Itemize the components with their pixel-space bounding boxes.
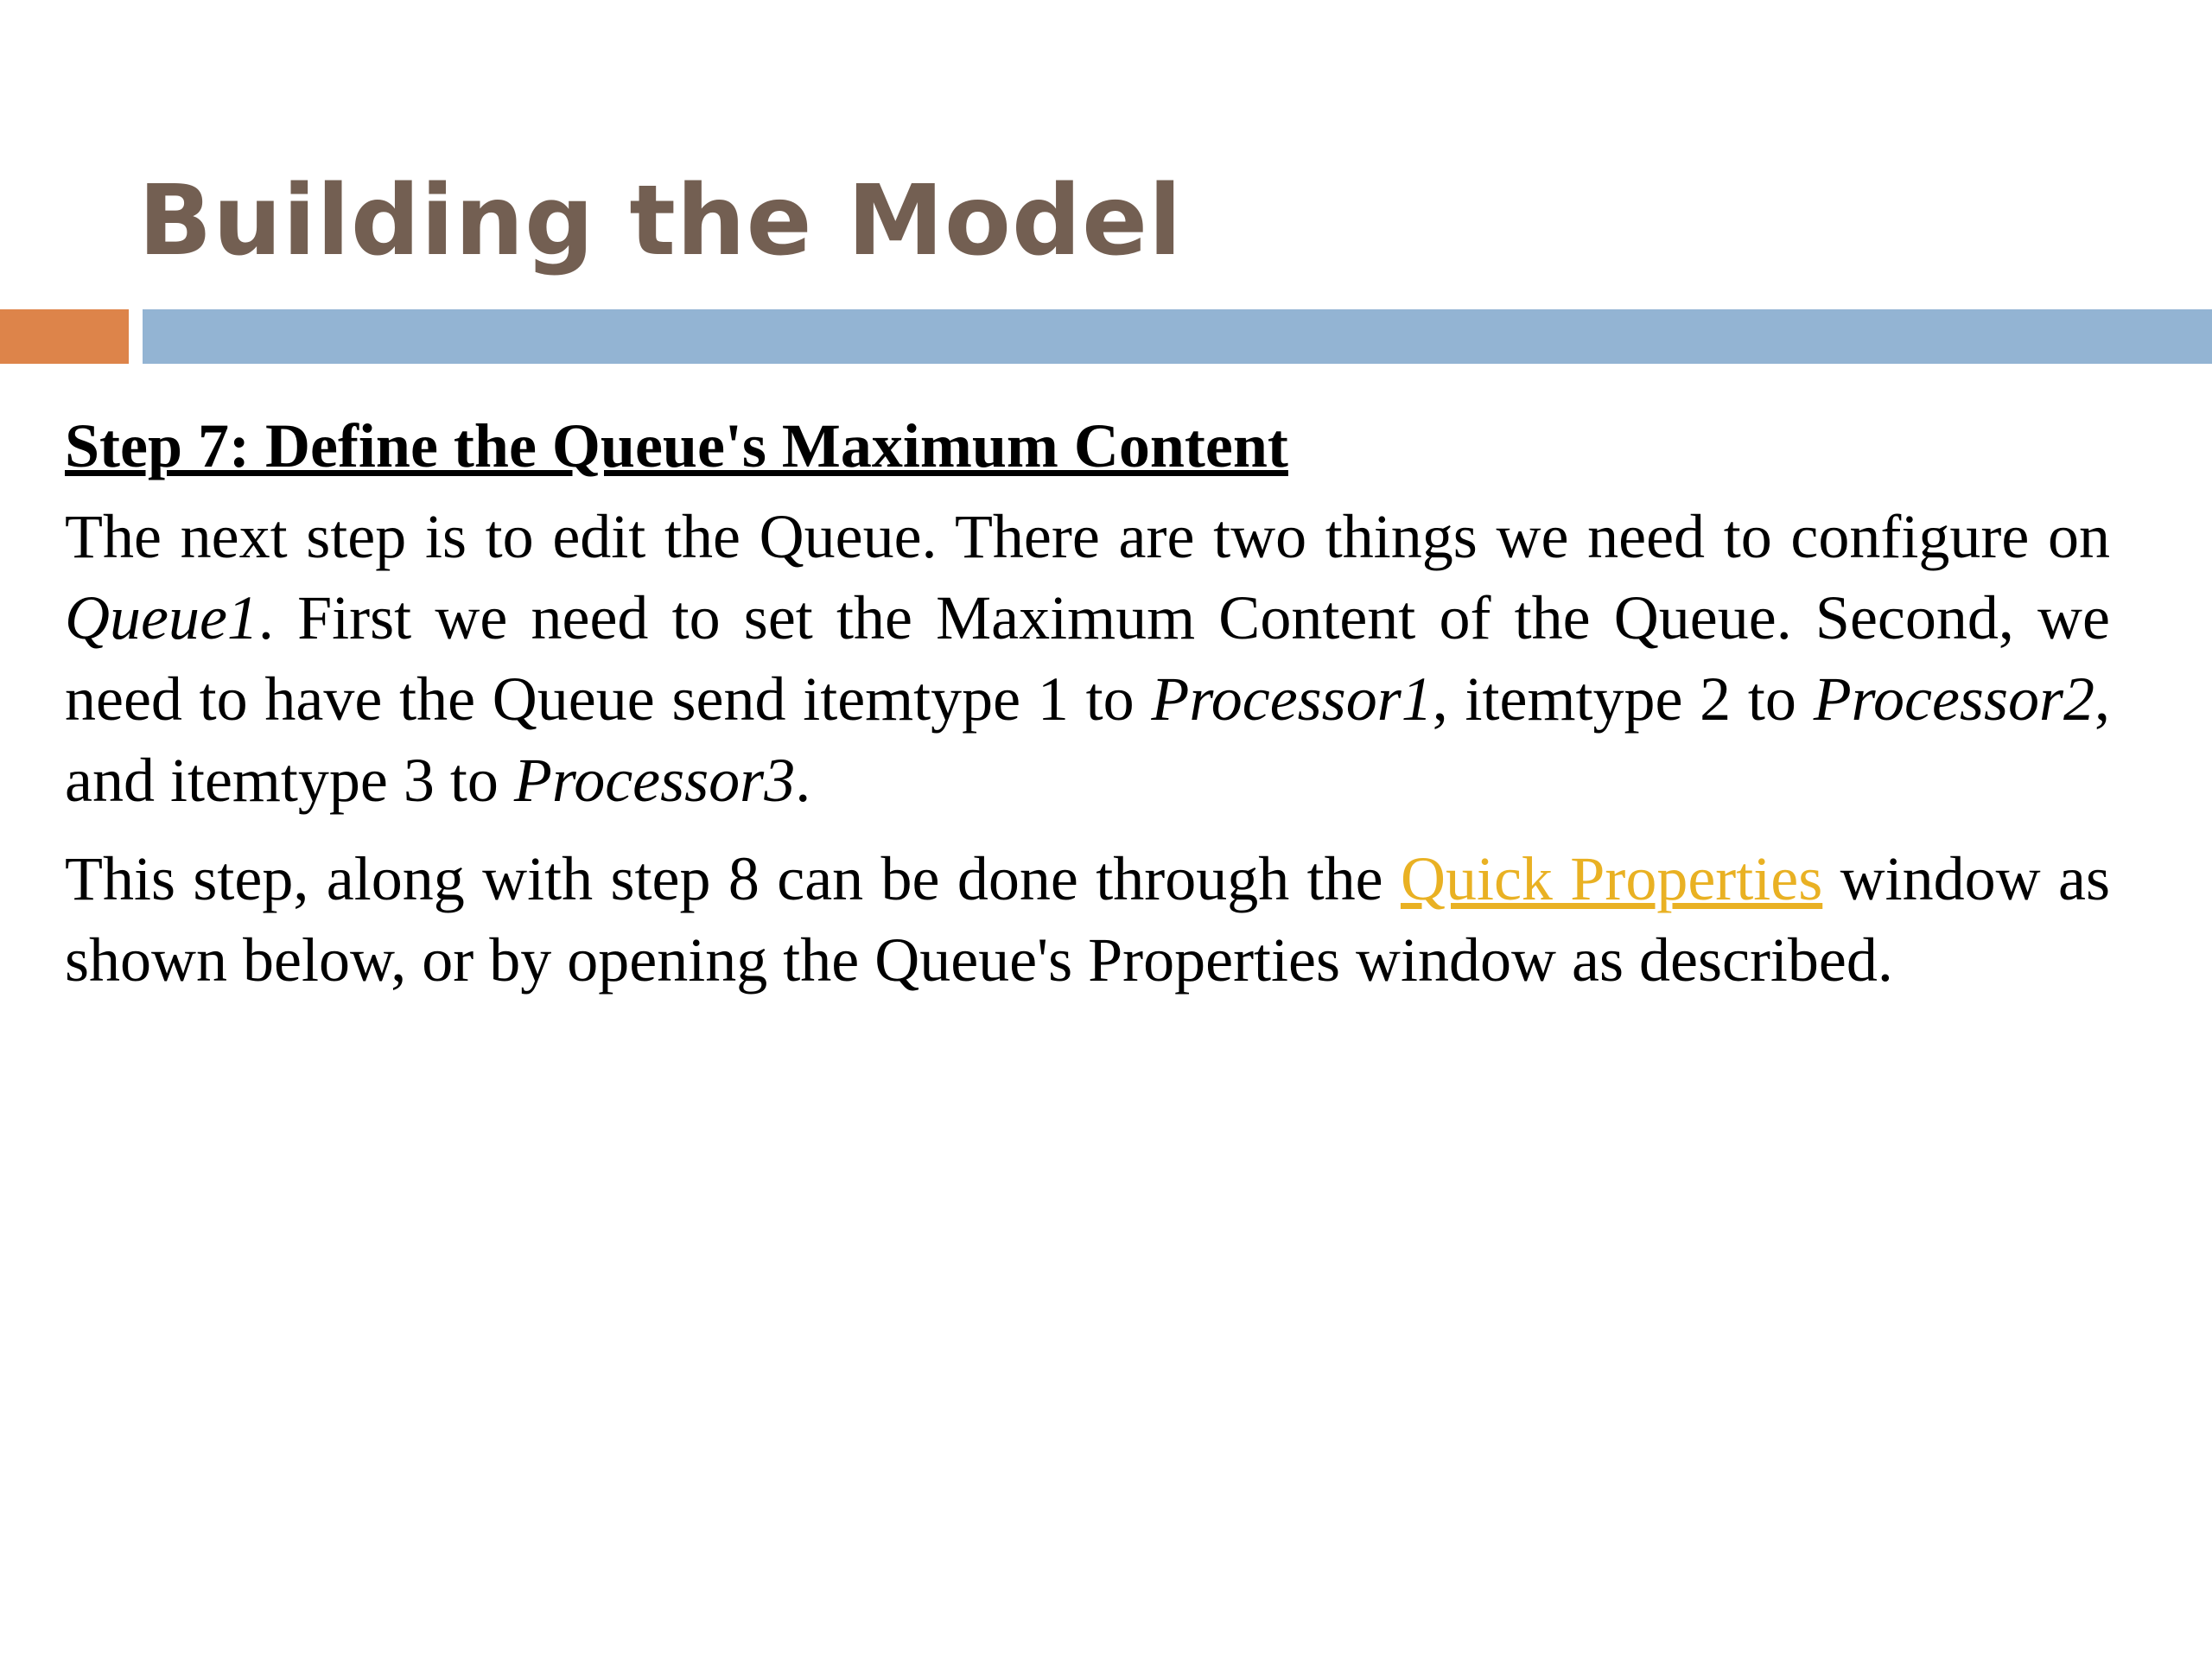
para1-text-2: . First we need to set the Maximum Content of the Queue. Second, we need to have the Queue send itemtype 1 to bbox=[65, 582, 2110, 734]
queue1-name: Queue1 bbox=[65, 582, 258, 652]
paragraph-queue-config bbox=[65, 496, 2110, 821]
processor2-name: Processor2 bbox=[1813, 664, 2094, 734]
slide-title: Building the Model bbox=[138, 165, 1183, 277]
paragraph-quick-properties bbox=[65, 838, 2110, 1001]
para2-text-1: This step, along with step 8 can be done through the bbox=[65, 843, 1401, 913]
step-heading: Step 7: Define the Queue's Maximum Content bbox=[65, 411, 1288, 480]
para1-text-4: , and itemtype 3 to bbox=[65, 664, 2110, 815]
para1-text-5: . bbox=[795, 745, 811, 815]
para1-text-1: The next step is to edit the Queue. There are two things we need to configure on bbox=[65, 501, 2110, 571]
slide-content bbox=[65, 406, 2110, 1018]
para2-text-2: window as shown below, or by opening the Queue's Properties window as described. bbox=[65, 843, 2110, 995]
para1-text-3: , itemtype 2 to bbox=[1432, 664, 1814, 734]
title-accent-bar bbox=[0, 309, 129, 364]
processor1-name: Processor1 bbox=[1151, 664, 1433, 734]
processor3-name: Processor3 bbox=[513, 745, 796, 815]
title-divider-bar bbox=[143, 309, 2212, 364]
quick-properties-link[interactable]: Quick Properties bbox=[1400, 843, 1823, 913]
